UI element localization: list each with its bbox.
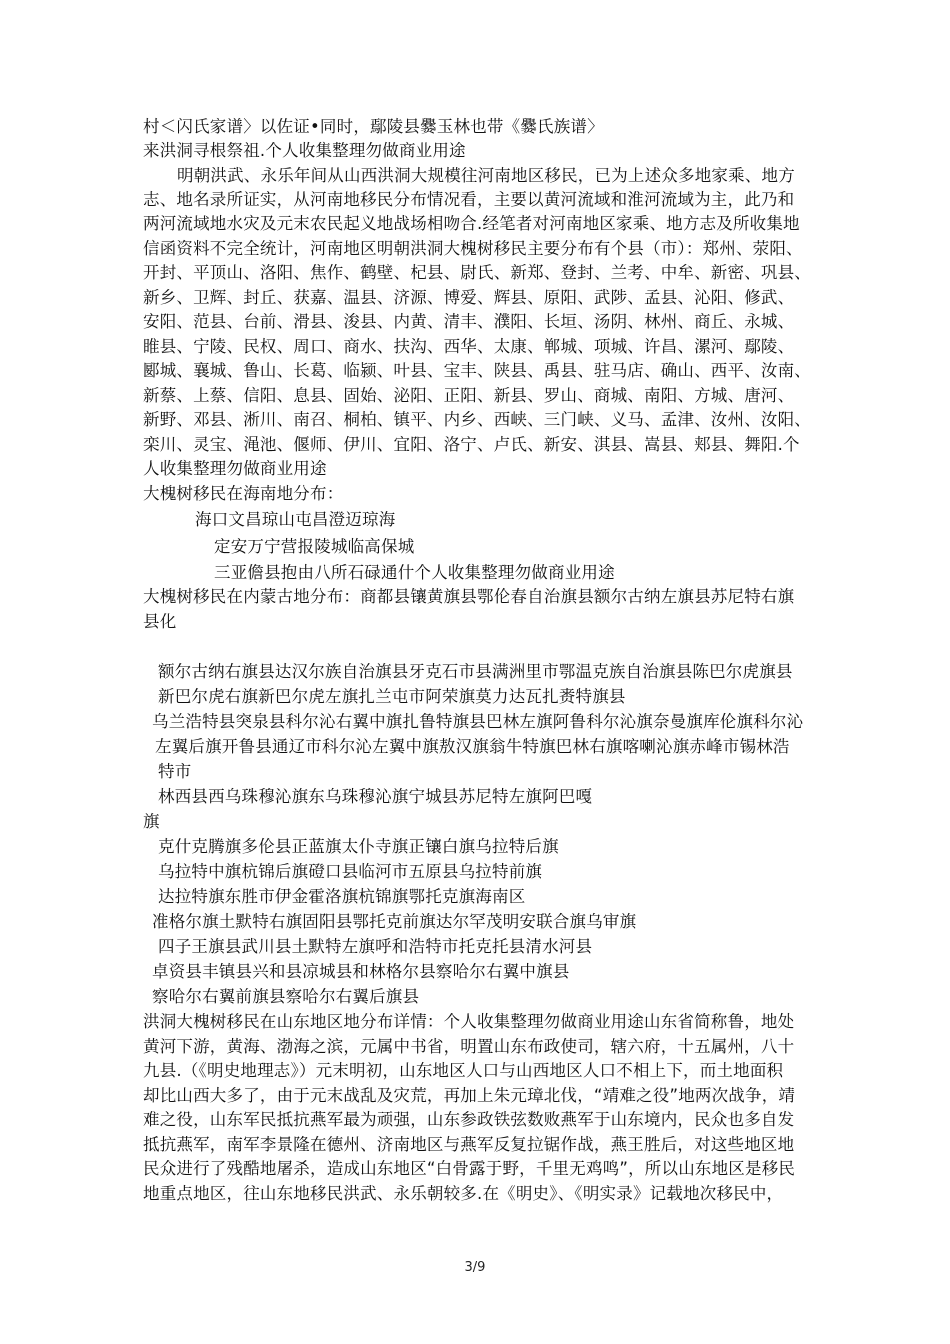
text-line: 新野、邓县、淅川、南召、桐柏、镇平、内乡、西峡、三门峡、义马、孟津、汝州、汝阳、	[143, 410, 811, 429]
mongolia-list-line: 四子王旗县武川县土默特左旗呼和浩特市托克托县清水河县	[158, 937, 593, 956]
mongolia-list-line: 特市	[158, 762, 192, 781]
mongolia-list-line: 额尔古纳右旗县达汉尔族自治旗县牙克石市县满洲里市鄂温克族自治旗县陈巴尔虎旗县	[158, 662, 793, 681]
text-line: 开封、平顶山、洛阳、焦作、鹤壁、杞县、尉氏、新郑、登封、兰考、中牟、新密、巩县、	[143, 263, 811, 282]
text-line: 信函资料不完全统计，河南地区明朝洪洞大槐树移民主要分布有个县（市）：郑州、荥阳、	[143, 239, 803, 258]
text-line: 难之役，山东军民抵抗燕军最为顽强，山东参政铁弦数败燕军于山东境内，民众也多自发	[143, 1110, 795, 1129]
text-line: 新蔡、上蔡、信阳、息县、固始、泌阳、正阳、新县、罗山、商城、南阳、方城、唐河、	[143, 386, 795, 405]
mongolia-list-line: 克什克腾旗多伦县正蓝旗太仆寺旗正镶白旗乌拉特后旗	[158, 837, 559, 856]
text-line: 九县.（《明史地理志》）元末明初，山东地区人口与山西地区人口不相上下，而土地面积	[143, 1061, 784, 1080]
mongolia-list-line: 旗	[143, 812, 160, 831]
mongolia-list-line: 左翼后旗开鲁县通辽市科尔沁左翼中旗敖汉旗翁牛特旗巴林右旗喀喇沁旗赤峰市锡林浩	[155, 737, 790, 756]
hainan-list-line: 定安万宁营报陵城临高保城	[214, 537, 415, 556]
mongolia-list-line: 察哈尔右翼前旗县察哈尔右翼后旗县	[152, 987, 420, 1006]
hainan-list-line: 海口文昌琼山屯昌澄迈琼海	[195, 510, 396, 529]
text-line: 栾川、灵宝、渑池、偃师、伊川、宜阳、洛宁、卢氏、新安、淇县、嵩县、郏县、舞阳.个	[143, 435, 800, 454]
mongolia-list-line: 卓资县丰镇县兴和县凉城县和林格尔县察哈尔右翼中旗县	[152, 962, 570, 981]
text-line: 睢县、宁陵、民权、周口、商水、扶沟、西华、太康、郸城、项城、许昌、漯河、鄢陵、	[143, 337, 795, 356]
text-line: 却比山西大多了，由于元末战乱及灾荒，再加上朱元璋北伐，“靖难之役”地两次战争，靖	[143, 1086, 796, 1105]
text-line: 县化	[143, 612, 177, 631]
mongolia-list-line: 林西县西乌珠穆沁旗东乌珠穆沁旗宁城县苏尼特左旗阿巴嘎	[158, 787, 593, 806]
hainan-list-line: 三亚儋县抱由八所石碌通什个人收集整理勿做商业用途	[214, 563, 615, 582]
text-line: 民众进行了残酷地屠杀，造成山东地区“白骨露于野，千里无鸡鸣”，所以山东地区是移民	[143, 1159, 796, 1178]
text-line: 抵抗燕军，南军李景隆在德州、济南地区与燕军反复拉锯作战，燕王胜后，对这些地区地	[143, 1135, 795, 1154]
text-line: 郾城、襄城、鲁山、长葛、临颍、叶县、宝丰、陕县、禹县、驻马店、确山、西平、汝南、	[143, 361, 811, 380]
text-line: 新乡、卫辉、封丘、获嘉、温县、济源、博爱、辉县、原阳、武陟、孟县、沁阳、修武、	[143, 288, 795, 307]
text-line: 地重点地区，往山东地移民洪武、永乐朝较多.在《明史》、《明实录》记载地次移民中，	[143, 1184, 784, 1203]
text-line: 黄河下游，黄海、渤海之滨，元属中书省，明置山东布政使司，辖六府，十五属州，八十	[143, 1037, 795, 1056]
paragraph-henan: 明朝洪武、永乐年间从山西洪洞大规模往河南地区移民，已为上述众多地家乘、地方	[177, 166, 795, 185]
mongolia-list-line: 新巴尔虎右旗新巴尔虎左旗扎兰屯市阿荣旗莫力达瓦扎赉特旗县	[158, 687, 626, 706]
text-line: 村＜闪氏家谱〉以佐证•同时，鄢陵县爨玉林也带《爨氏族谱〉	[143, 117, 604, 136]
text-line: 两河流域地水灾及元末农民起义地战场相吻合.经笔者对河南地区家乘、地方志及所收集地	[143, 214, 800, 233]
text-line: 来洪洞寻根祭祖.个人收集整理勿做商业用途	[143, 141, 466, 160]
shandong-paragraph: 洪洞大槐树移民在山东地区地分布详情：个人收集整理勿做商业用途山东省简称鲁，地处	[143, 1012, 795, 1031]
inner-mongolia-heading: 大槐树移民在内蒙古地分布：商都县镶黄旗县鄂伦春自治旗县额尔古纳左旗县苏尼特右旗	[143, 587, 795, 606]
text-line: 志、地名录所证实，从河南地移民分布情况看，主要以黄河流域和淮河流域为主，此乃和	[143, 190, 795, 209]
mongolia-list-line: 达拉特旗东胜市伊金霍洛旗杭锦旗鄂托克旗海南区	[158, 887, 526, 906]
text-line: 人收集整理勿做商业用途	[143, 459, 327, 478]
mongolia-list-line: 准格尔旗土默特右旗固阳县鄂托克前旗达尔罕茂明安联合旗乌审旗	[152, 912, 637, 931]
page-number: 3/9	[464, 1260, 486, 1275]
hainan-heading: 大槐树移民在海南地分布：	[143, 484, 344, 503]
mongolia-list-line: 乌拉特中旗杭锦后旗磴口县临河市五原县乌拉特前旗	[158, 862, 543, 881]
text-line: 安阳、范县、台前、滑县、浚县、内黄、清丰、濮阳、长垣、汤阴、林州、商丘、永城、	[143, 312, 795, 331]
mongolia-list-line: 乌兰浩特县突泉县科尔沁右翼中旗扎鲁特旗县巴林左旗阿鲁科尔沁旗奈曼旗库伦旗科尔沁	[152, 712, 804, 731]
